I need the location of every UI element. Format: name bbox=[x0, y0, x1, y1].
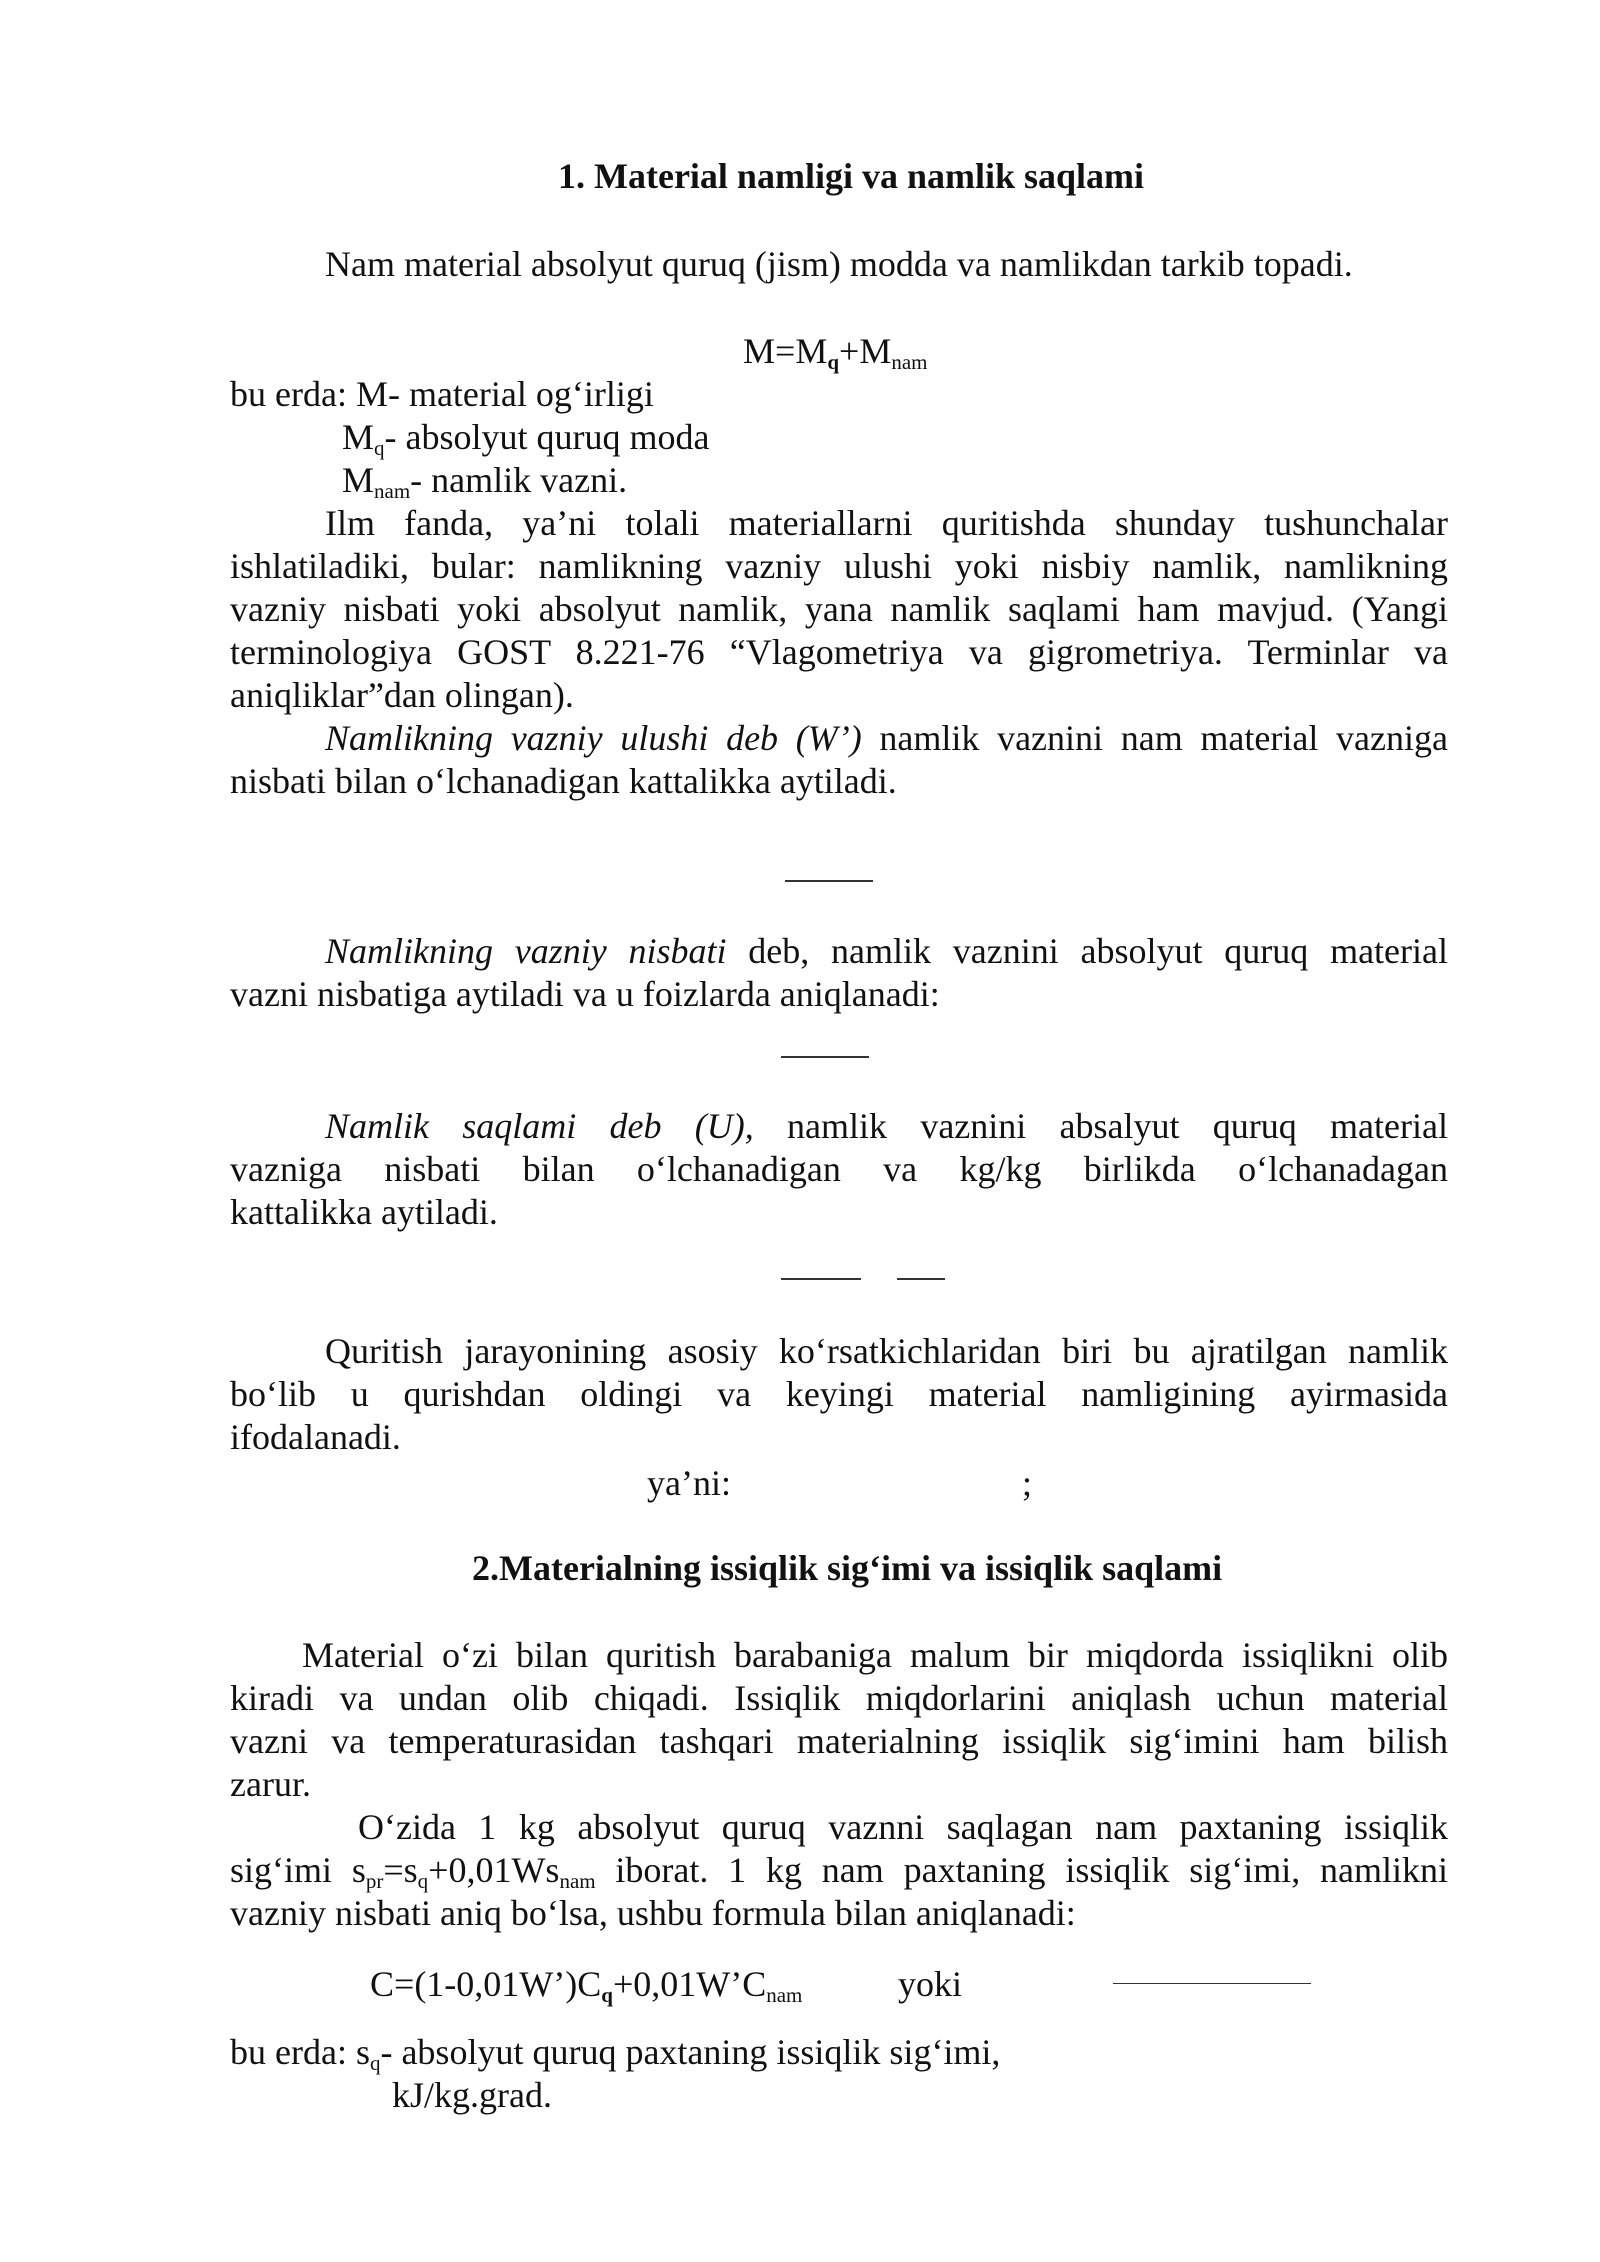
s2-paragraph-1-line-4: zarur. bbox=[230, 1764, 311, 1804]
section-1-title: 1. Material namligi va namlik saqlami bbox=[558, 156, 1145, 196]
s2-paragraph-2-line-2: sig‘imi $s_{pr}=s_q+0,01Ws_{nam}$ iborat. 1 kg nam paxtaning issiqlik sig‘imi, namlikni bbox=[230, 1850, 1448, 1893]
paragraph-1-line-5: aniqliklar”dan olingan). bbox=[230, 675, 574, 715]
formula-placeholder-rule bbox=[1113, 1983, 1311, 1984]
s2-paragraph-1-line-1: Material o‘zi bilan quritish barabaniga malum bir miqdorda issiqlikni olib bbox=[302, 1635, 1448, 1675]
s2-paragraph-1-line-3: vazni va temperaturasidan tashqari materialning issiqlik sig‘imini ham bilish bbox=[230, 1721, 1448, 1761]
paragraph-5-line-1: Quritish jarayonining asosiy ko‘rsatkichlaridan biri bu ajratilgan namlik bbox=[325, 1331, 1448, 1371]
definition-m: bu erda: M- material og‘irligi bbox=[230, 374, 654, 414]
s2-paragraph-2-line-3: vazniy nisbati aniq bo‘lsa, ushbu formula bilan aniqlanadi: bbox=[230, 1893, 1076, 1933]
paragraph-5-line-2: bo‘lib u qurishdan oldingi va keyingi material namligining ayirmasida bbox=[230, 1374, 1448, 1414]
formula-placeholder-rule bbox=[785, 880, 873, 882]
section-2-title: 2.Materialning issiqlik sig‘imi va issiqlik saqlami bbox=[472, 1548, 1223, 1588]
formula-placeholder-rule bbox=[897, 1278, 945, 1280]
s2-paragraph-1-line-2: kiradi va undan olib chiqadi. Issiqlik miqdorlarini aniqlash uchun material bbox=[230, 1678, 1448, 1718]
paragraph-4-line-2: vazniga nisbati bilan o‘lchanadigan va kg/kg birlikda o‘lchanadagan bbox=[230, 1149, 1448, 1189]
paragraph-4-line-1: Namlik saqlami deb (U), namlik vaznini absalyut quruq material bbox=[325, 1106, 1448, 1146]
definition-sq: bu erda: $s_q-$ absolyut quruq paxtaning issiqlik sig‘imi, bbox=[230, 2032, 1001, 2075]
paragraph-1-line-2: ishlatiladiki, bular: namlikning vazniy ulushi yoki nisbiy namlik, namlikning bbox=[230, 546, 1448, 586]
definition-unit: kJ/kg.grad. bbox=[392, 2075, 552, 2115]
paragraph-5-line-3: ifodalanadi. bbox=[230, 1417, 401, 1457]
definition-mnam: $M_{nam}-$ namlik vazni. bbox=[342, 460, 628, 503]
yani-label: ya’ni: bbox=[647, 1463, 731, 1503]
paragraph-2-line-1: Namlikning vazniy ulushi deb (W’) namlik vaznini nam material vazniga bbox=[325, 718, 1448, 758]
paragraph-1-line-1: Ilm fanda, ya’ni tolali materiallarni quritishda shunday tushunchalar bbox=[325, 503, 1448, 543]
s2-paragraph-2-line-1: O‘zida 1 kg absolyut quruq vaznni saqlagan nam paxtaning issiqlik bbox=[358, 1807, 1448, 1847]
paragraph-1-line-4: terminologiya GOST 8.221-76 “Vlagometriya va gigrometriya. Terminlar va bbox=[230, 632, 1448, 672]
yoki-label: yoki bbox=[898, 1964, 963, 2004]
heat-capacity-formula: $C=(1-0,01W’)C_q+0,01W’C_{nam}$ bbox=[370, 1964, 803, 2007]
paragraph-3-line-1: Namlikning vazniy nisbati deb, namlik vaznini absolyut quruq material bbox=[325, 931, 1448, 971]
mass-formula: $M=M_q+M_{nam}$ bbox=[743, 331, 928, 374]
paragraph-3-line-2: vazni nisbatiga aytiladi va u foizlarda aniqlanadi: bbox=[230, 974, 940, 1014]
formula-placeholder-rule bbox=[781, 1056, 869, 1058]
yani-semicolon: ; bbox=[1022, 1463, 1033, 1503]
paragraph-1-line-3: vazniy nisbati yoki absolyut namlik, yana namlik saqlami ham mavjud. (Yangi bbox=[230, 589, 1448, 629]
definition-mq: $M_q-$ absolyut quruq moda bbox=[342, 417, 710, 460]
formula-placeholder-rule bbox=[781, 1278, 861, 1280]
intro-text: Nam material absolyut quruq (jism) modda va namlikdan tarkib topadi. bbox=[325, 244, 1353, 284]
paragraph-2-line-2: nisbati bilan o‘lchanadigan kattalikka aytiladi. bbox=[230, 761, 897, 801]
paragraph-4-line-3: kattalikka aytiladi. bbox=[230, 1192, 498, 1232]
